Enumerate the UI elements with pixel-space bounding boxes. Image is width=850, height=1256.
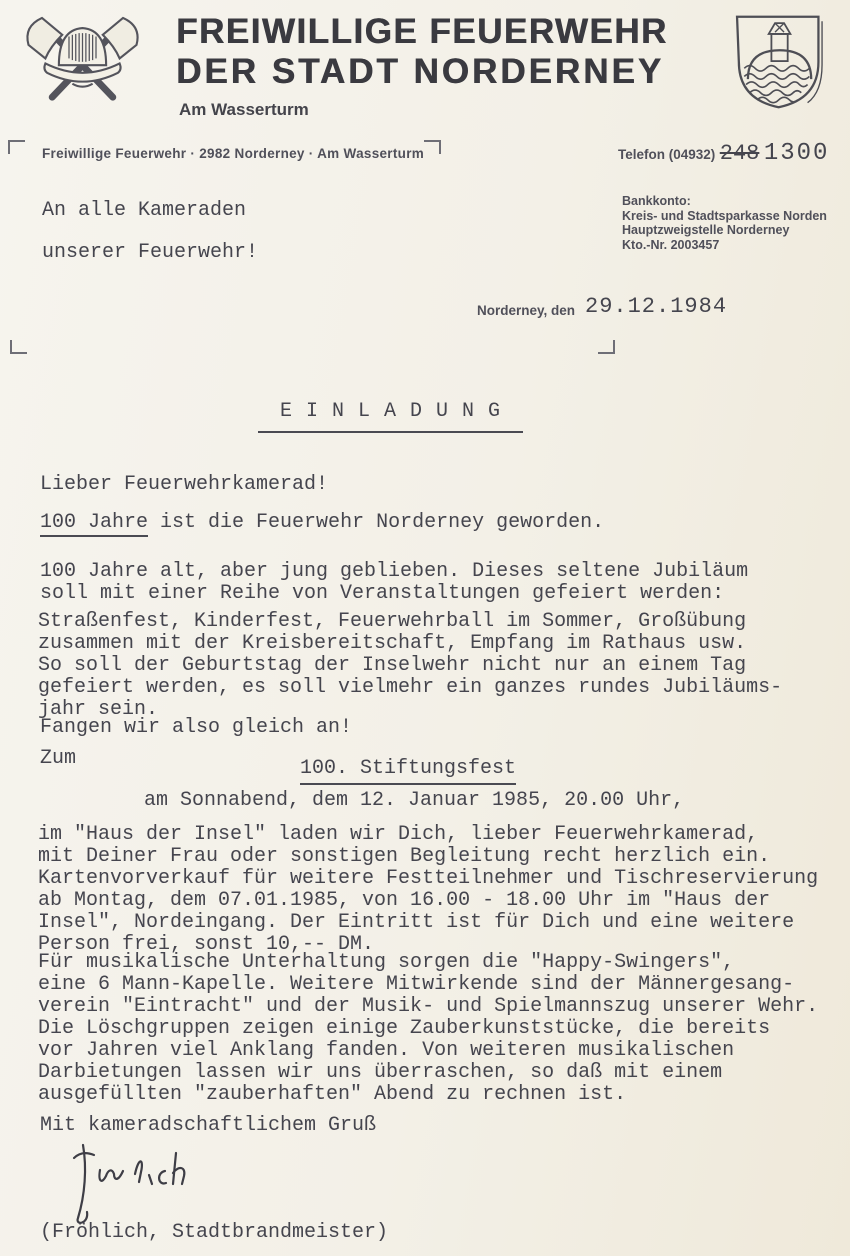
event-title: 100. Stiftungsfest — [300, 757, 516, 785]
text-line: vor Jahren viel Anklang fanden. Von weiteren musikalischen — [38, 1039, 735, 1062]
signer-name: (Fröhlich, Stadtbrandmeister) — [40, 1221, 389, 1244]
text-line: Darbietungen lassen wir uns überraschen, so daß mit einem — [38, 1061, 723, 1084]
bank-line-4: Kto.-Nr. 2003457 — [622, 237, 720, 252]
text-line: Insel", Nordeingang. Der Eintritt ist für Dich und eine weitere — [38, 911, 795, 934]
text-line: verein "Eintracht" und der Musik- und Spielmannszug unserer Wehr. — [38, 995, 819, 1018]
bank-line-3: Hauptzweigstelle Norderney — [622, 223, 790, 237]
corner-mark-top-left — [8, 140, 25, 154]
text-line: jahr sein. — [38, 698, 159, 721]
text-line: im "Haus der Insel" laden wir Dich, lieber Feuerwehrkamerad, — [38, 823, 759, 846]
phone-label: Telefon (04932) — [618, 147, 716, 162]
coat-of-arms-icon — [728, 8, 832, 116]
paragraph-jubilaeum — [40, 561, 748, 605]
text-line: soll mit einer Reihe von Veranstaltungen gefeiert werden: — [40, 582, 725, 605]
text-line: So soll der Geburtstag der Inselwehr nicht nur an einem Tag — [38, 654, 747, 677]
text-line: 100 Jahre alt, aber jung geblieben. Dieses seltene Jubiläum — [40, 560, 749, 583]
recipient-line-1: An alle Kameraden — [42, 199, 247, 222]
fold-mark-bottom-left — [10, 340, 27, 354]
date-label: Norderney, den — [477, 303, 576, 318]
anniversary-rest: ist die Feuerwehr Norderney geworden. — [148, 511, 605, 534]
corner-mark-top-right — [424, 140, 441, 154]
bank-info — [622, 194, 827, 252]
fold-mark-middle-right — [598, 340, 615, 354]
text-line: mit Deiner Frau oder sonstigen Begleitung recht herzlich ein. — [38, 845, 771, 868]
bank-line-1: Bankkonto: — [622, 194, 691, 208]
text-line: gefeiert werden, es soll vielmehr ein ganzes rundes Jubiläums- — [38, 676, 783, 699]
sender-line: Freiwillige Feuerwehr · 2982 Norderney · Am Wasserturm — [42, 146, 425, 161]
bank-line-2: Kreis- und Stadtsparkasse Norden — [622, 208, 827, 223]
salutation: Lieber Feuerwehrkamerad! — [40, 473, 329, 496]
text-line: ab Montag, dem 07.01.1985, von 16.00 - 18.00 Uhr im "Haus der — [38, 889, 771, 912]
text-line: Person frei, sonst 10,-- DM. — [38, 933, 375, 956]
phone-new-number: 1300 — [763, 140, 830, 167]
fangen-line: Fangen wir also gleich an! — [40, 716, 353, 739]
letterhead-title — [176, 12, 668, 92]
text-line: zusammen mit der Kreisbereitschaft, Empfang im Rathaus usw. — [38, 632, 747, 655]
paragraph-musik — [38, 952, 818, 1106]
fire-emblem-icon — [15, 8, 150, 108]
anniversary-line — [40, 512, 604, 534]
paragraph-veranstaltungen — [38, 611, 782, 721]
event-datetime: am Sonnabend, dem 12. Januar 1985, 20.00 Uhr, — [144, 789, 685, 812]
recipient-line-2: unserer Feuerwehr! — [42, 241, 259, 264]
closing-line: Mit kameradschaftlichem Gruß — [40, 1114, 377, 1137]
phone-old-number: 248 — [719, 141, 760, 166]
invitation-heading: E I N L A D U N G — [258, 400, 523, 433]
text-line: Die Löschgruppen zeigen einige Zauberkunststücke, die bereits — [38, 1017, 771, 1040]
text-line: Für musikalische Unterhaltung sorgen die "Happy-Swingers", — [38, 951, 735, 974]
zum-label: Zum — [40, 747, 77, 770]
text-line: Straßenfest, Kinderfest, Feuerwehrball im Sommer, Großübung — [38, 610, 747, 633]
title-line-1: FREIWILLIGE FEUERWEHR — [176, 12, 668, 51]
signature-icon — [62, 1140, 252, 1225]
text-line: eine 6 Mann-Kapelle. Weitere Mitwirkende sind der Männergesang- — [38, 973, 795, 996]
title-line-2: DER STADT NORDERNEY — [176, 52, 665, 91]
text-line: ausgefüllten "zauberhaften" Abend zu rechnen ist. — [38, 1083, 627, 1106]
letterhead-subtitle: Am Wasserturm — [179, 100, 309, 119]
paragraph-haus-der-insel — [38, 824, 818, 956]
phone-line — [618, 140, 829, 167]
date-value: 29.12.1984 — [585, 294, 728, 319]
text-line: Kartenvorverkauf für weitere Festteilnehmer und Tischreservierung — [38, 867, 819, 890]
anniversary-underlined: 100 Jahre — [40, 511, 148, 537]
